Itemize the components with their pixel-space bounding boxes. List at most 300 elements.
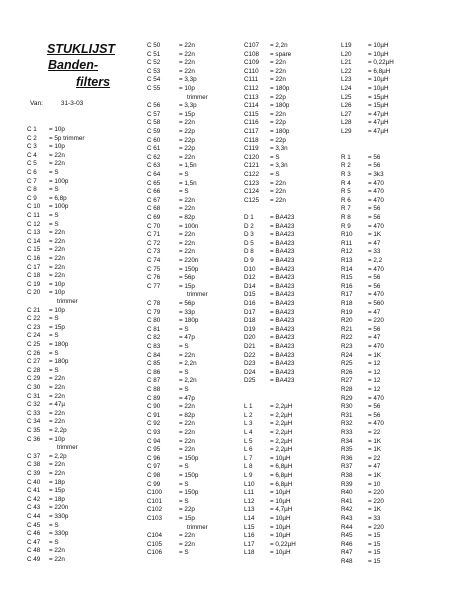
part-row [27,186,59,195]
part-row [27,220,59,230]
part-row [244,291,295,300]
part-value: = 3,3n [270,145,288,153]
part-row [147,102,197,111]
part-value: = 10p [49,126,65,133]
part-row [27,521,59,531]
part-row [27,418,65,427]
part-value: = BA423 [270,325,295,333]
part-row [341,411,381,421]
part-reference: D 9 [244,257,254,264]
part-reference: R33 [341,429,353,436]
part-reference: R48 [341,558,353,565]
part-reference: C 45 [27,521,41,529]
part-reference: C 32 [27,401,41,409]
part-reference: C 89 [147,394,161,402]
part-reference: C 50 [147,42,161,49]
part-reference: C 9 [27,194,37,202]
part-value: = 15 [368,558,381,565]
part-reference: L 3 [244,420,253,428]
part-row [244,532,291,541]
part-value: = 10 [368,480,381,488]
part-row [341,403,381,412]
part-reference: L22 [341,67,352,75]
part-row [341,222,384,232]
part-value: = 47µH [368,119,389,127]
part-value: = 1K [368,231,382,239]
part-value: = 47µH [368,128,389,135]
part-reference: C 54 [147,76,161,84]
part-value: = 56 [368,282,381,290]
part-row [147,360,197,369]
part-reference: C 10 [27,203,41,211]
part-reference: D 8 [244,248,254,256]
part-reference: C 34 [27,418,41,426]
part-row [147,325,189,335]
part-row [341,317,384,326]
part-row [147,179,197,189]
part-reference: R 9 [341,222,351,230]
part-value: = 3,3n [270,162,288,170]
part-reference: R25 [341,360,353,368]
part-reference: L26 [341,102,352,110]
part-reference: C 94 [147,437,161,445]
part-value: = 10p [49,435,65,443]
part-row [244,317,295,326]
part-reference: C 76 [147,274,161,282]
part-value: = S [49,212,59,219]
part-row [27,538,59,548]
part-reference: R13 [341,257,353,264]
part-reference: C 3 [27,143,37,151]
part-reference: C 92 [147,420,161,428]
part-reference: C 14 [27,237,41,245]
part-value: = 2,2µH [270,446,293,454]
part-value: = 15 [368,540,381,548]
part-row [147,119,195,128]
part-row [341,463,381,472]
part-row [244,50,292,60]
part-reference: L29 [341,128,352,135]
part-row [147,472,199,481]
part-value: = 180p [49,341,69,348]
part-row [27,289,65,298]
part-reference: R42 [341,506,353,514]
part-value: = 10µH [270,532,291,540]
part-row [244,214,295,223]
part-reference: C 82 [147,334,161,342]
date-label: Van: [30,100,43,107]
part-value: = 1K [368,437,382,445]
part-row [341,93,389,103]
part-reference: C 49 [27,556,41,563]
part-value: = 6,8µH [368,67,391,75]
part-reference: R 2 [341,162,351,170]
part-value: = 22n [49,160,65,168]
part-row [341,42,389,51]
part-value: = 470 [368,291,384,299]
part-row [147,162,197,171]
part-reference: C110 [244,67,259,75]
part-value: = 22n [179,119,195,127]
part-value: = BA423 [270,300,295,307]
part-reference: C 6 [27,169,37,176]
part-row [341,540,381,550]
part-row [341,308,381,318]
part-reference: R 7 [341,205,351,213]
part-value: = 10µH [270,454,291,462]
part-reference: C 18 [27,272,41,280]
part-reference: L24 [341,85,352,92]
part-reference: C 96 [147,454,161,462]
part-row [147,308,195,318]
part-reference: C116 [244,119,259,127]
part-reference: L 6 [244,446,253,454]
part-row [244,248,295,257]
part-reference: L 4 [244,429,253,436]
part-value: = 22n [49,237,65,245]
part-row [27,358,69,367]
part-value: = 6,8p [49,194,67,202]
part-reference: R32 [341,420,353,428]
part-row [341,506,382,515]
part-row [341,119,389,128]
part-reference: R 6 [341,196,351,204]
part-reference: C105 [147,540,163,548]
part-value: = 22n [179,67,195,75]
part-row [244,145,288,154]
part-reference: L12 [244,497,255,505]
part-value: = BA423 [270,257,295,264]
part-reference: D 5 [244,239,254,247]
part-reference: R44 [341,523,353,531]
part-reference: R22 [341,334,353,342]
part-value: = 22n [179,420,195,428]
part-value: = 22p [179,128,195,135]
part-row [147,394,195,404]
part-reference: C 97 [147,463,161,471]
part-row [341,231,382,240]
part-row [27,177,69,187]
part-reference: L13 [244,506,255,514]
part-value: = S [49,332,59,340]
part-reference: C 28 [27,366,41,374]
part-row [244,549,291,558]
part-row [341,343,384,352]
part-value: = 10µH [270,497,291,505]
part-value: = 22n [270,76,286,84]
part-reference: C 66 [147,188,161,196]
part-value: = 5p trimmer [49,134,85,142]
part-reference: L15 [244,523,255,531]
part-value: = 22n [179,446,195,454]
part-reference: C 7 [27,177,37,185]
part-reference: D20 [244,334,256,342]
part-reference: C 44 [27,513,41,520]
part-value: = 22p [270,93,286,101]
part-row [27,315,59,324]
part-row [244,171,280,180]
part-value: = S [270,153,280,161]
part-reference: C 74 [147,257,161,264]
part-row [147,42,195,51]
part-reference: R11 [341,239,353,247]
part-row [147,145,195,154]
part-reference: C 42 [27,495,41,503]
part-reference: R41 [341,497,353,505]
part-value: = 0,22µH [270,540,296,548]
part-reference: R46 [341,540,353,548]
part-row [27,229,65,238]
part-value: = BA423 [270,308,295,316]
part-value: = 1,5n [179,179,197,187]
part-value: = 15 [368,549,381,557]
part-row [147,300,195,309]
part-value: = 22n [49,547,65,555]
part-row [244,540,296,550]
part-row [147,480,189,490]
part-reference: R 8 [341,214,351,221]
part-reference: L27 [341,110,352,118]
part-reference: C 12 [27,220,41,228]
part-value: = 33 [368,248,381,256]
part-value: = S [179,463,189,471]
part-value: = 22n [179,196,195,204]
part-reference: C 64 [147,171,161,178]
part-value: = 22n [179,540,195,548]
part-row [244,196,286,206]
part-value: = 22n [179,153,195,161]
part-row [244,300,295,309]
part-reference: D18 [244,317,256,325]
part-value: = 22n [49,392,65,400]
part-reference: L 5 [244,437,253,445]
part-row [341,102,389,111]
part-row [27,143,65,152]
part-reference: C100 [147,489,163,497]
part-row [147,171,189,180]
part-reference: C 60 [147,136,161,144]
part-reference: L17 [244,540,255,548]
part-row [341,386,381,395]
part-reference: C 62 [147,153,161,161]
part-reference: C 40 [27,478,41,486]
part-reference: R 5 [341,188,351,196]
part-reference: C 85 [147,360,161,368]
part-value: = S [49,220,59,228]
part-value: = 6,8µH [270,472,293,479]
part-row [341,67,391,77]
part-row [27,203,69,212]
part-value: = 10µH [368,42,389,49]
part-reference: R47 [341,549,353,557]
part-reference: C 27 [27,358,41,366]
part-row [244,85,290,94]
part-reference: R36 [341,454,353,462]
part-reference: C 37 [27,452,41,460]
document-subtitle-line-1: Banden- [48,58,98,72]
part-value: = 22n [179,532,195,540]
part-row [147,59,195,68]
part-row [27,151,65,161]
part-value: = 15µH [368,93,389,101]
part-reference: C 95 [147,446,161,454]
part-reference: D21 [244,343,256,350]
part-reference: L11 [244,489,255,497]
part-reference: C 46 [27,530,41,538]
part-value: = 15p [179,110,195,118]
part-reference: R 1 [341,153,351,161]
part-value: = 10µH [368,50,389,58]
part-reference: C 33 [27,409,41,417]
part-row [147,549,189,558]
part-reference: R27 [341,377,353,385]
part-reference: C 70 [147,222,161,230]
part-value: = S [179,480,189,488]
part-value: = 2,2 [368,257,383,264]
part-row [27,246,65,255]
part-value: = 470 [368,394,384,402]
part-row [341,188,384,197]
part-reference: L 2 [244,411,253,419]
part-value: = 220n [49,504,69,512]
part-row [27,392,65,402]
trimmer-note: trimmer [187,93,208,101]
part-reference: C 25 [27,341,41,348]
part-row [341,489,384,498]
part-reference: C 19 [27,280,41,288]
part-value: = 15p [49,323,65,331]
part-value: = 47µ [49,401,66,409]
part-value: = 22n [270,59,286,67]
part-reference: L 8 [244,463,253,471]
part-reference: L23 [341,76,352,84]
part-reference: L28 [341,119,352,127]
part-reference: R26 [341,368,353,376]
part-reference: D15 [244,291,256,299]
part-value: = spare [270,50,292,58]
part-reference: R12 [341,248,353,256]
part-value: = 150p [179,489,199,497]
part-value: = 22n [49,263,65,271]
part-reference: C 57 [147,110,161,118]
part-reference: C 61 [147,145,161,153]
part-reference: C115 [244,110,259,118]
part-row [244,136,286,146]
part-row [341,497,384,507]
part-reference: C 21 [27,306,41,314]
part-reference: L25 [341,93,352,101]
part-value: = 22n [179,437,195,445]
part-reference: C 83 [147,343,161,350]
part-value: = 47p [179,334,195,342]
part-reference: C 17 [27,263,41,271]
part-value: = S [49,538,59,546]
part-value: = 220 [368,497,384,505]
part-value: = 2,2µH [270,420,293,428]
part-row [244,351,295,361]
part-value: = 10µH [270,523,291,531]
part-reference: C101 [147,497,163,505]
part-value: = 12 [368,386,381,393]
part-row [341,59,394,68]
part-row [147,136,195,146]
part-reference: C119 [244,145,259,153]
part-row [147,351,195,361]
part-row [147,506,195,515]
part-reference: C 99 [147,480,161,488]
part-value: = 22n [179,403,195,411]
part-reference: C 39 [27,470,41,477]
part-reference: C 93 [147,429,161,436]
part-value: = 56 [368,411,381,419]
part-row [341,179,384,189]
part-reference: C 72 [147,239,161,247]
part-value: = 220 [368,317,384,325]
part-value: = 10µH [270,549,291,557]
part-row [244,360,295,369]
part-reference: C122 [244,171,260,178]
part-row [147,274,195,283]
part-reference: D16 [244,300,256,307]
part-value: = 15 [368,532,381,540]
part-row [147,540,195,550]
part-value: = 33 [368,515,381,522]
part-row [147,231,195,240]
part-row [244,515,291,524]
part-reference: D 1 [244,214,254,221]
part-row [244,265,295,275]
part-reference: L19 [341,42,352,49]
part-value: = 56 [368,205,381,213]
part-row [244,179,286,189]
part-value: = BA423 [270,282,295,290]
part-value: = 1,5n [179,162,197,170]
part-value: = 22n [179,239,195,247]
part-value: = 22p [179,506,195,514]
part-value: = 2,2n [179,360,197,368]
part-reference: C121 [244,162,260,170]
part-value: = 1K [368,506,382,514]
part-value: = 56p [179,300,195,307]
part-value: = 22n [49,272,65,280]
part-value: = 22p [179,136,195,144]
part-value: = 2,2µH [270,411,293,419]
part-reference: D14 [244,282,256,290]
part-reference: L18 [244,549,255,557]
part-value: = BA423 [270,291,295,299]
document-title: STUKLIJST [47,42,116,56]
part-row [341,532,381,541]
part-value: = 22n [179,42,195,49]
part-value: = 1K [368,351,382,359]
part-row [147,188,189,197]
part-reference: R21 [341,325,353,333]
part-row [244,128,290,137]
part-value: = 82p [179,214,195,221]
part-reference: C 22 [27,315,41,323]
part-reference: C 5 [27,160,37,168]
part-reference: D24 [244,368,256,376]
part-row [27,272,65,281]
part-row [147,515,195,524]
part-row [147,334,195,343]
part-value: = S [179,386,189,393]
part-reference: R 3 [341,171,351,178]
part-row [147,214,195,223]
part-reference: D10 [244,265,256,273]
part-reference: R31 [341,411,353,419]
part-row [244,119,286,128]
